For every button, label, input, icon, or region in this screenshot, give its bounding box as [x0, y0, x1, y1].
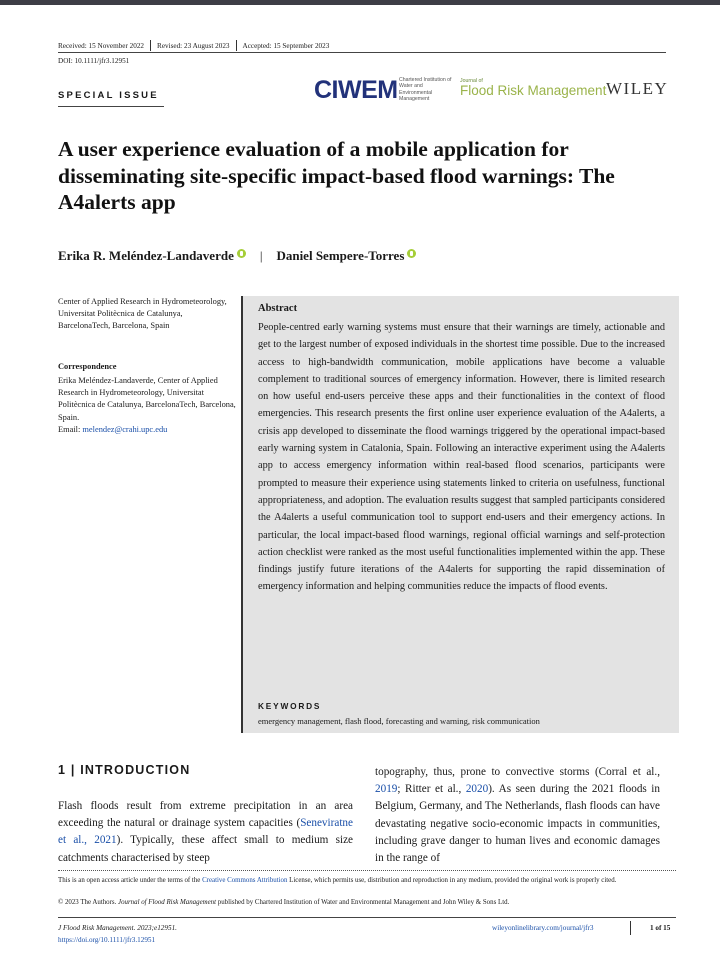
- section-label-rule: [58, 106, 164, 107]
- doi-link[interactable]: https://doi.org/10.1111/jfr3.12951: [58, 936, 156, 944]
- copyright-text: published by Chartered Institution of Water and Environmental Management and John Wiley & Sons Ltd.: [216, 899, 510, 906]
- copyright-text: © 2023 The Authors.: [58, 899, 119, 906]
- wiley-logo: WILEY: [606, 79, 669, 98]
- body-text: topography, thus, prone to convective storms (Corral et al.,: [375, 766, 660, 778]
- author-name[interactable]: Daniel Sempere-Torres: [276, 248, 405, 263]
- author-separator: |: [259, 248, 263, 263]
- abstract-heading: Abstract: [258, 303, 298, 314]
- date-separator: [150, 40, 151, 51]
- ciwem-subtitle: Chartered Institution of Water and Environmental Management: [399, 77, 452, 103]
- citation-link[interactable]: 2019: [375, 783, 398, 796]
- journal-reference: J Flood Risk Management. 2023;e12951.: [58, 924, 177, 932]
- received-date: Received: 15 November 2022: [58, 41, 145, 50]
- body-paragraph-right: [375, 764, 660, 867]
- doi[interactable]: DOI: 10.1111/jfr3.12951: [58, 57, 130, 65]
- journal-of-label: Journal of: [460, 78, 483, 84]
- author-name[interactable]: Erika R. Meléndez-Landaverde: [58, 248, 234, 263]
- page-number: 1 of 15: [650, 924, 671, 932]
- orcid-icon[interactable]: [407, 249, 416, 258]
- license-link[interactable]: Creative Commons Attribution: [202, 877, 288, 884]
- license-note: [58, 876, 678, 887]
- revised-date: Revised: 23 August 2023: [157, 41, 230, 50]
- publisher-logos: [314, 76, 674, 104]
- page-separator: [630, 921, 631, 935]
- correspondence-block: [58, 375, 236, 436]
- accepted-date: Accepted: 15 September 2023: [242, 41, 330, 50]
- license-text: This is an open access article under the terms of the: [58, 877, 203, 884]
- journal-website-link[interactable]: wileyonlinelibrary.com/journal/jfr3: [492, 924, 594, 932]
- correspondence-text: Erika Meléndez-Landaverde, Center of Applied Research in Hydrometeorology, Universitat Politècnica de Catalunya, BarcelonaTech, Barcelona, Spain.: [58, 376, 236, 422]
- footer-rule: [58, 917, 676, 918]
- email-label: Email:: [58, 424, 81, 434]
- abstract-text: People-centred early warning systems must ensure that their warnings are timely, actionable and get to the largest number of exposed individuals in the shortest time possible. Due to the increased access to high-bandwidth communication, mobile applications have become a valuable complement to traditional sources of emergency information. However, there is limited research on how useful end-users perceive these apps and their functionalities in the context of flood emergencies. This research presents the first online user experience evaluation of the A4alerts, a crisis app developed to disseminate the flood warnings triggered by the operational impact-based early warning system in Catalonia, Spain. Following an interactive experiment using the A4alerts app to access emergency information within real-based flood scenarios, participants were prompted to measure their experience using statements linked to criteria on usefulness, functional appropriateness, and adoption. The evaluation results suggest that sampled participants considered the A4alerts a useful communication tool to support end-users and their emergency actions. In particular, the local impact-based flood warnings, regional official warnings and self-protection action checklist were ranked as the most useful functionalities implemented within the app. These findings justify future iterations of the A4alerts for supporting the rapid dissemination of emergency information and helping communities reduce the impacts of flood events.: [258, 322, 665, 593]
- article-title: A user experience evaluation of a mobile application for disseminating site-specific impact-based flood warnings: The A4alerts app: [58, 137, 615, 214]
- copyright-journal: Journal of Flood Risk Management: [118, 899, 217, 906]
- copyright-note: [58, 899, 678, 906]
- body-text: ). Typically, these affect small to medium size catchments characterised by steep: [58, 834, 354, 864]
- license-text: License, which permits use, distribution and reproduction in any medium, provided the original work is properly cited.: [287, 877, 617, 884]
- body-text: ; Ritter et al.,: [397, 783, 466, 796]
- publication-dates: [58, 40, 329, 51]
- email-link[interactable]: melendez@crahi.upc.edu: [82, 424, 168, 434]
- citation-link[interactable]: 2020: [465, 783, 489, 796]
- affiliation: Center of Applied Research in Hydrometeorology, Universitat Politècnica de Catalunya, BarcelonaTech, Barcelona, Spain: [58, 297, 227, 331]
- author-list: [58, 248, 416, 264]
- body-text: Flash floods result from extreme precipitation in an area exceeding the natural or drainage system capacities (: [58, 800, 353, 830]
- footnote-divider: [58, 870, 676, 871]
- citation-link[interactable]: Seneviratne et al., 2021: [58, 817, 353, 847]
- correspondence-heading: Correspondence: [58, 362, 117, 371]
- section-label: SPECIAL ISSUE: [58, 90, 159, 101]
- body-text: ). As seen during the 2021 floods in Belgium, Germany, and The Netherlands, flash floods can have devastating negative socio-economic impacts in communities, including grave danger to human lives and economic damages in the range of: [375, 783, 661, 865]
- section-heading: 1 | INTRODUCTION: [58, 763, 191, 777]
- orcid-icon[interactable]: [237, 249, 246, 258]
- keywords: emergency management, flash flood, forecasting and warning, risk communication: [258, 716, 540, 726]
- top-bar: [0, 0, 720, 5]
- ciwem-logo: CIWEM: [314, 76, 398, 104]
- keywords-heading: KEYWORDS: [258, 701, 322, 711]
- header-rule: [58, 52, 666, 53]
- journal-logo: Flood Risk Management: [460, 83, 607, 98]
- body-paragraph-left: [58, 798, 353, 867]
- date-separator: [236, 40, 237, 51]
